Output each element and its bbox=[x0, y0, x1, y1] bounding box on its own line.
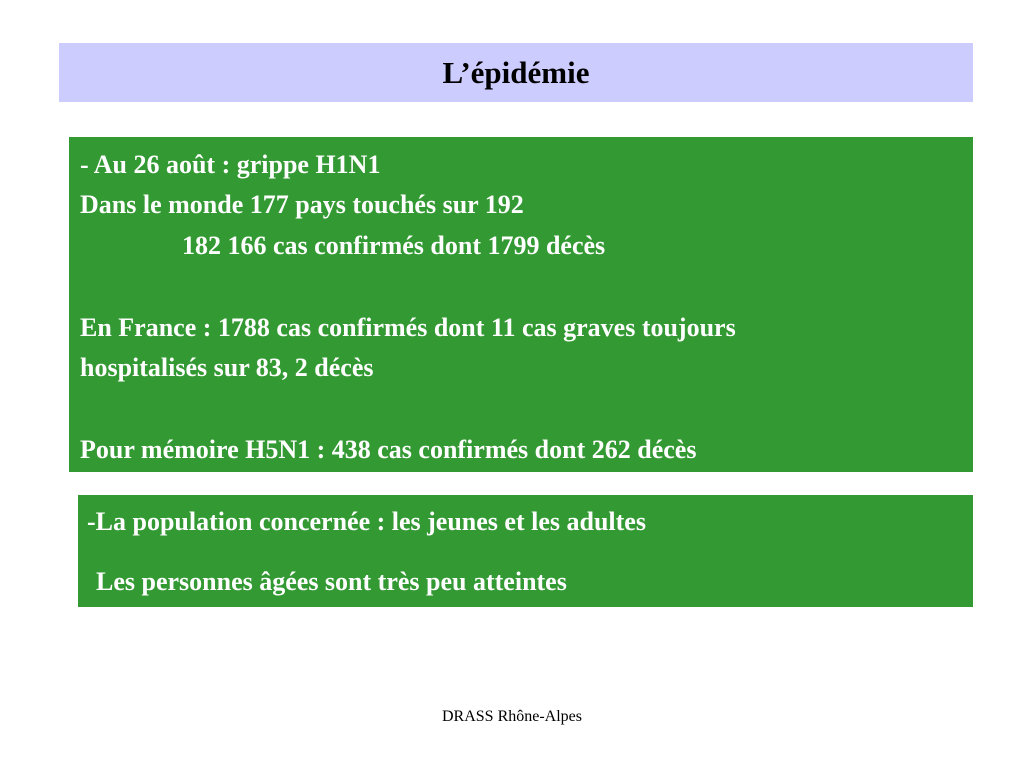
population-concerned-line: -La population concernée : les jeunes et les adultes bbox=[87, 507, 646, 536]
france-cases-line: En France : 1788 cas confirmés dont 11 cas graves toujours bbox=[80, 313, 736, 342]
elderly-line: Les personnes âgées sont très peu atteintes bbox=[96, 567, 567, 596]
slide-title: L’épidémie bbox=[442, 54, 590, 90]
epidemic-figures-box bbox=[69, 137, 973, 472]
h5n1-reminder-line: Pour mémoire H5N1 : 438 cas confirmés dont 262 décès bbox=[80, 435, 697, 464]
population-box bbox=[78, 495, 973, 607]
france-hospital-line: hospitalisés sur 83, 2 décès bbox=[80, 353, 374, 382]
h1n1-date-line: - Au 26 août : grippe H1N1 bbox=[80, 150, 381, 179]
world-cases-line: 182 166 cas confirmés dont 1799 décès bbox=[182, 231, 606, 260]
world-countries-line: Dans le monde 177 pays touchés sur 192 bbox=[80, 190, 524, 219]
title-banner bbox=[59, 43, 973, 102]
footer-credit: DRASS Rhône-Alpes bbox=[441, 708, 582, 725]
